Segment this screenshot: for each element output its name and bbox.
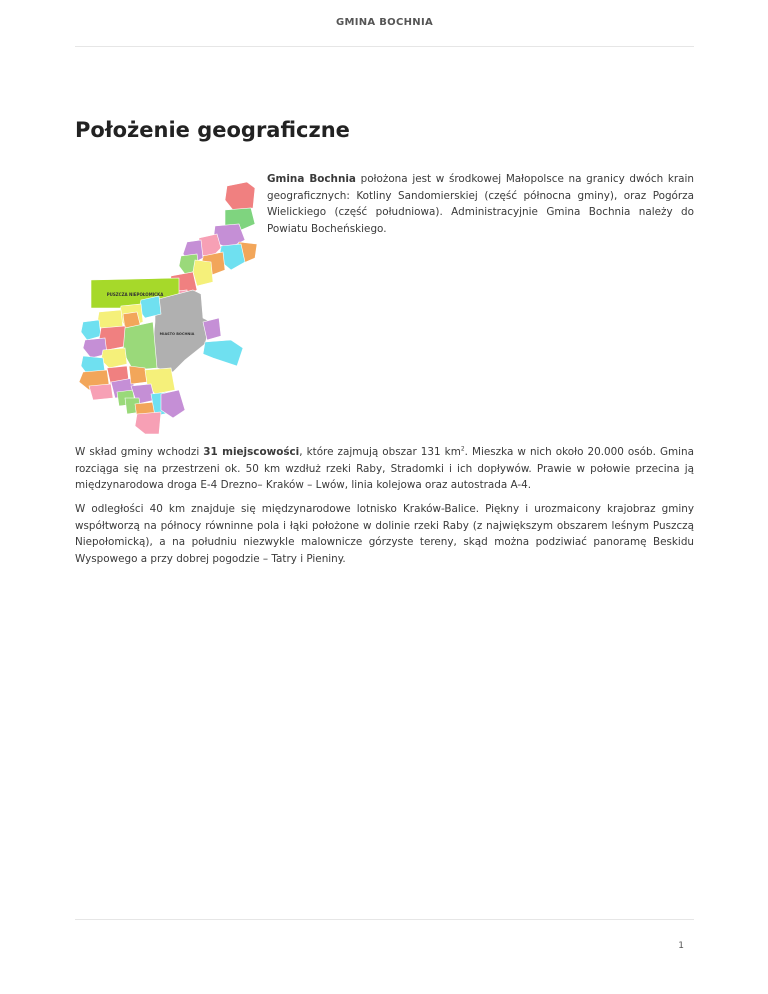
map-region bbox=[101, 348, 127, 368]
map-region bbox=[193, 260, 213, 286]
map-region bbox=[89, 384, 113, 400]
map-label-forest: PUSZCZA NIEPOŁOMICKA bbox=[106, 292, 164, 297]
map-region bbox=[153, 290, 211, 372]
area-unit-superscript: 2 bbox=[460, 445, 465, 453]
page-title: Położenie geograficzne bbox=[75, 118, 350, 142]
paragraph-text: W skład gminy wchodzi bbox=[75, 446, 204, 458]
paragraph-bold: 31 miejscowości bbox=[203, 446, 300, 458]
map-region bbox=[135, 412, 161, 434]
gmina-map bbox=[75, 172, 261, 434]
page-number: 1 bbox=[678, 941, 684, 951]
map-region bbox=[225, 182, 255, 210]
map-region bbox=[129, 366, 147, 384]
paragraph-text: , które zajmują obszar 131 km bbox=[299, 446, 461, 458]
map-region bbox=[123, 322, 157, 370]
header-title: GMINA BOCHNIA bbox=[335, 17, 434, 28]
paragraph-villages bbox=[75, 444, 694, 494]
map-region bbox=[203, 340, 243, 366]
paragraph-landscape: W odległości 40 km znajduje się międzynarodowe lotnisko Kraków-Balice. Piękny i urozmaicony krajobraz gminy współtworzą na północy równinne pola i łąki położone w dolinie rzeki Raby (z największym obszarem leśnym Puszczą Niepołomicką), a na południu niezwykle malownicze górzyste tereny, skąd można podziwiać panoramę Beskidu Wyspowego a przy dobrej pogodzie – Tatry i Pieniny. bbox=[75, 503, 694, 565]
map-label-city: MIASTO BOCHNIA bbox=[159, 332, 195, 336]
page-header bbox=[75, 0, 694, 47]
footer-divider bbox=[75, 919, 694, 920]
intro-bold: Gmina Bochnia bbox=[267, 173, 356, 185]
paragraph-text: . Mieszka w nich około 20.000 osób. Gmina rozciąga się na przestrzeni ok. 50 km wzdłuż rzeki Raby, Stradomki i ich dopływów. Prawie w połowie przecina ją międzynarodowa droga E-4 Drezno– Kraków – Lwów, linia kolejowa oraz autostrada A-4. bbox=[75, 446, 695, 491]
map-region bbox=[81, 320, 101, 340]
intro-paragraph bbox=[267, 171, 694, 237]
intro-text: położona jest w środkowej Małopolsce na granicy dwóch krain geograficznych: Kotliny Sandomierskiej (część północna gminy), oraz Pogórza Wielickiego (część południowa). Administracyjnie Gmina Bochnia należy do Powiatu Bocheńskiego. bbox=[267, 173, 694, 235]
